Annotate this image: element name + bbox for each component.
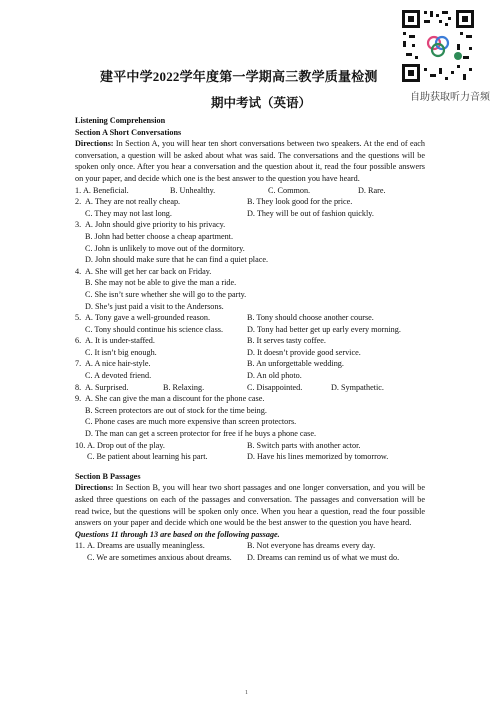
question-6-cont <box>75 347 425 359</box>
question-3 <box>75 219 425 231</box>
option-b: B. Not everyone has dreams every day. <box>247 541 376 551</box>
option-d: D. John should make sure that he can find a quiet place. <box>85 255 269 265</box>
option-c: C. John is unlikely to move out of the dormitory. <box>85 243 245 253</box>
section-a-heading: Section A Short Conversations <box>75 127 182 137</box>
option-row <box>75 301 425 313</box>
option-d: D. Rare. <box>358 185 386 195</box>
exam-content <box>75 115 425 564</box>
question-11 <box>75 540 425 552</box>
question-7-cont <box>75 370 425 382</box>
option-b: B. An unforgettable wedding. <box>247 359 344 369</box>
option-a: A. Tony gave a well-grounded reason. <box>85 313 211 323</box>
option-a: A. Beneficial. <box>83 185 129 195</box>
question-5-cont <box>75 324 425 336</box>
option-b: B. Relaxing. <box>163 382 205 392</box>
question-10-cont <box>75 451 425 463</box>
option-row <box>75 277 425 289</box>
question-number: 1. <box>75 185 82 195</box>
qr-code-icon[interactable] <box>400 8 476 84</box>
option-a: A. It is under-staffed. <box>85 336 155 346</box>
option-row <box>75 289 425 301</box>
option-a: A. They are not really cheap. <box>85 197 181 207</box>
question-number: 6. <box>75 336 82 346</box>
option-c: C. They may not last long. <box>85 208 172 218</box>
option-row <box>75 231 425 243</box>
listening-heading: Listening Comprehension <box>75 116 166 125</box>
directions-label: Directions: <box>75 139 114 149</box>
option-a: A. Dreams are usually meaningless. <box>87 541 205 551</box>
question-number: 9. <box>75 394 82 404</box>
question-1 <box>75 185 425 197</box>
option-row <box>75 416 425 428</box>
question-6 <box>75 335 425 347</box>
option-d: D. She’s just paid a visit to the Andersons. <box>85 301 224 311</box>
section-a-directions <box>75 138 425 184</box>
question-7 <box>75 358 425 370</box>
question-5 <box>75 312 425 324</box>
question-number: 11. <box>75 541 85 551</box>
section-b-heading: Section B Passages <box>75 471 141 481</box>
option-c: C. Common. <box>268 185 311 195</box>
option-a: A. Drop out of the play. <box>87 440 165 450</box>
option-a: A. Surprised. <box>85 382 129 392</box>
option-d: D. Sympathetic. <box>331 382 384 392</box>
option-b: B. Screen protectors are out of stock for the time being. <box>85 405 267 415</box>
option-row <box>75 254 425 266</box>
question-10 <box>75 440 425 452</box>
qr-caption: 自助获取听力音频 <box>410 92 490 103</box>
question-2-cont <box>75 208 425 220</box>
option-c: C. Tony should continue his science class. <box>85 324 223 334</box>
option-d: D. Dreams can remind us of what we must do. <box>247 552 400 562</box>
option-c: C. Disappointed. <box>247 382 303 392</box>
option-a: A. A nice hair-style. <box>85 359 151 369</box>
option-a: A. She can give the man a discount for the phone case. <box>85 394 265 404</box>
option-c: C. Be patient about learning his part. <box>87 452 208 462</box>
exam-subtitle: 期中考试（英语） <box>211 96 312 110</box>
page-number: 1 <box>245 690 248 696</box>
option-b: B. John had better choose a cheap apartment. <box>85 231 234 241</box>
option-a: A. She will get her car back on Friday. <box>85 266 212 276</box>
option-c: C. It isn’t big enough. <box>85 347 157 357</box>
option-c: C. Phone cases are much more expensive than screen protectors. <box>85 417 297 427</box>
option-row <box>75 405 425 417</box>
question-number: 8. <box>75 382 82 392</box>
question-2 <box>75 196 425 208</box>
section-b-directions <box>75 482 425 528</box>
directions-text: In Section A, you will hear ten short conversations between two speakers. At the end of each conversation, a question will be asked about what was said. The conversations and the questions will be spoken only once. After you hear a conversation and the question about it, read the four possible answers on your paper, and decide which one is the best answer to the question you have heard. <box>75 139 425 183</box>
question-4 <box>75 266 425 278</box>
question-number: 7. <box>75 359 82 369</box>
exam-title: 建平中学2022学年度第一学期高三教学质量检测 <box>100 69 378 84</box>
option-c: C. She isn’t sure whether she will go to the party. <box>85 289 247 299</box>
question-11-cont <box>75 552 425 564</box>
option-d: D. Tony had better get up early every morning. <box>247 324 401 334</box>
option-b: B. She may not be able to give the man a ride. <box>85 278 237 288</box>
option-a: A. John should give priority to his privacy. <box>85 220 226 230</box>
passage-note: Questions 11 through 13 are based on the following passage. <box>75 529 280 539</box>
option-b: B. They look good for the price. <box>247 197 353 207</box>
question-number: 2. <box>75 197 82 207</box>
question-number: 4. <box>75 266 82 276</box>
option-d: D. They will be out of fashion quickly. <box>247 208 374 218</box>
option-d: D. Have his lines memorized by tomorrow. <box>247 452 389 462</box>
option-c: C. A devoted friend. <box>85 371 152 381</box>
option-row <box>75 428 425 440</box>
option-d: D. An old photo. <box>247 371 302 381</box>
option-c: C. We are sometimes anxious about dreams. <box>87 552 232 562</box>
spacer <box>75 463 425 471</box>
question-number: 10. <box>75 440 86 450</box>
option-row <box>75 243 425 255</box>
option-d: D. The man can get a screen protector for free if he buys a phone case. <box>85 429 317 439</box>
option-b: B. Switch parts with another actor. <box>247 440 361 450</box>
directions-label: Directions: <box>75 483 114 493</box>
option-d: D. It doesn’t provide good service. <box>247 347 361 357</box>
question-number: 3. <box>75 220 82 230</box>
question-9 <box>75 393 425 405</box>
directions-text: In Section B, you will hear two short passages and one longer conversation, and you will be asked three questions on each of the passages and conversation. The passages and conversation will be read twice, but the questions will be spoken only once. When you hear a question, read the four possible answers on your paper and decide which one would be the best answer to the question you have heard. <box>75 483 425 528</box>
question-number: 5. <box>75 313 82 323</box>
option-b: B. It serves tasty coffee. <box>247 336 326 346</box>
question-8 <box>75 382 425 394</box>
option-b: B. Tony should choose another course. <box>247 313 374 323</box>
option-b: B. Unhealthy. <box>170 185 216 195</box>
